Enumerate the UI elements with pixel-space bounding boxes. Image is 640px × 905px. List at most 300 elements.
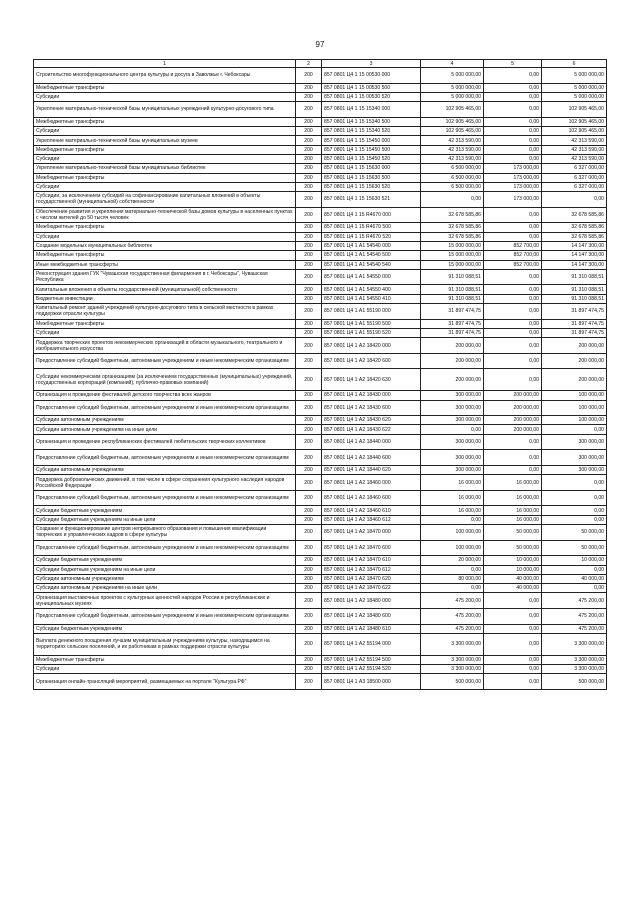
row-amount-approved: 475 200,00 bbox=[421, 624, 484, 633]
row-amount-approved: 102 905 465,00 bbox=[421, 102, 484, 118]
row-amount-total: 32 678 585,86 bbox=[542, 223, 607, 232]
row-grbs: 200 bbox=[296, 285, 322, 294]
row-amount-approved: 102 905 465,00 bbox=[421, 117, 484, 126]
table-row bbox=[34, 182, 607, 191]
row-amount-total: 50 000,00 bbox=[542, 525, 607, 541]
row-amount-approved: 80 000,00 bbox=[421, 574, 484, 583]
row-amount-approved: 0,00 bbox=[421, 192, 484, 208]
row-amount-total: 5 000 000,00 bbox=[542, 92, 607, 101]
row-description: Субсидии bbox=[34, 232, 296, 241]
row-description: Межбюджетные трансферты bbox=[34, 319, 296, 328]
row-description: Предоставление субсидий бюджетным, автономным учреждениям и иным некоммерческим организациям bbox=[34, 490, 296, 506]
row-amount-total: 0,00 bbox=[542, 192, 607, 208]
row-amount-approved: 500 000,00 bbox=[421, 674, 484, 690]
row-classification-code: 857 0801 Ц4 1 А2 18460 000 bbox=[322, 475, 421, 491]
row-amount-approved: 3 300 000,00 bbox=[421, 665, 484, 674]
table-row bbox=[34, 83, 607, 92]
row-description: Субсидии бюджетным учреждениям bbox=[34, 506, 296, 515]
row-description: Укрепление материально-технической базы муниципальных учреждений культурно-досугового типа bbox=[34, 102, 296, 118]
table-row bbox=[34, 515, 607, 524]
row-grbs: 200 bbox=[296, 655, 322, 664]
row-amount-total: 100 000,00 bbox=[542, 400, 607, 416]
table-row bbox=[34, 294, 607, 303]
row-classification-code: 857 0801 Ц4 1 А2 18440 620 bbox=[322, 465, 421, 474]
table-row bbox=[34, 260, 607, 269]
table-row bbox=[34, 319, 607, 328]
column-header-6: 6 bbox=[542, 60, 607, 68]
row-grbs: 200 bbox=[296, 269, 322, 285]
row-grbs: 200 bbox=[296, 232, 322, 241]
row-amount-change: 0,00 bbox=[484, 269, 542, 285]
row-classification-code: 857 0801 Ц4 1 А2 18460 600 bbox=[322, 490, 421, 506]
row-grbs: 200 bbox=[296, 633, 322, 655]
row-amount-change: 0,00 bbox=[484, 92, 542, 101]
row-amount-change: 0,00 bbox=[484, 633, 542, 655]
table-row bbox=[34, 232, 607, 241]
table-row bbox=[34, 136, 607, 145]
row-grbs: 200 bbox=[296, 338, 322, 354]
row-description: Укрепление материально-технической базы муниципальных библиотек bbox=[34, 164, 296, 173]
row-description: Организация выставочных проектов с культурных ценностей народов России в республиканских и муниципальных музеях bbox=[34, 593, 296, 609]
row-amount-total: 0,00 bbox=[542, 475, 607, 491]
row-description: Межбюджетные трансферты bbox=[34, 83, 296, 92]
row-description: Создание модельных муниципальных библиотек bbox=[34, 241, 296, 250]
column-header-5: 5 bbox=[484, 60, 542, 68]
row-classification-code: 857 0801 Ц4 1 15 R4670 500 bbox=[322, 223, 421, 232]
row-grbs: 200 bbox=[296, 506, 322, 515]
table-row bbox=[34, 145, 607, 154]
row-amount-change: 0,00 bbox=[484, 319, 542, 328]
row-amount-change: 200 000,00 bbox=[484, 416, 542, 425]
row-amount-change: 16 000,00 bbox=[484, 490, 542, 506]
row-amount-change: 173 000,00 bbox=[484, 173, 542, 182]
row-amount-change: 0,00 bbox=[484, 83, 542, 92]
row-amount-total: 42 313 590,00 bbox=[542, 154, 607, 163]
row-description: Субсидии бюджетным учреждениям на иные цели bbox=[34, 515, 296, 524]
row-amount-total: 5 000 000,00 bbox=[542, 83, 607, 92]
row-amount-change: 0,00 bbox=[484, 593, 542, 609]
row-amount-approved: 0,00 bbox=[421, 425, 484, 434]
table-row bbox=[34, 593, 607, 609]
table-row bbox=[34, 674, 607, 690]
row-grbs: 200 bbox=[296, 319, 322, 328]
table-header-row bbox=[34, 60, 607, 68]
row-amount-total: 91 310 088,51 bbox=[542, 294, 607, 303]
row-classification-code: 857 0801 Ц4 1 А2 18460 610 bbox=[322, 506, 421, 515]
row-classification-code: 857 0801 Ц4 1 А2 18430 622 bbox=[322, 425, 421, 434]
row-amount-total: 3 300 000,00 bbox=[542, 633, 607, 655]
row-amount-approved: 200 000,00 bbox=[421, 338, 484, 354]
row-classification-code: 857 0801 Ц4 1 А2 18480 000 bbox=[322, 593, 421, 609]
row-grbs: 200 bbox=[296, 173, 322, 182]
row-amount-total: 102 905 465,00 bbox=[542, 117, 607, 126]
row-description: Капитальные вложения в объекты государственной (муниципальной) собственности bbox=[34, 285, 296, 294]
row-description: Бюджетные инвестиции bbox=[34, 294, 296, 303]
row-amount-total: 6 327 000,00 bbox=[542, 173, 607, 182]
row-classification-code: 857 0801 Ц4 1 А1 55190 520 bbox=[322, 328, 421, 337]
row-grbs: 200 bbox=[296, 609, 322, 625]
row-amount-change: 852 700,00 bbox=[484, 260, 542, 269]
row-description: Капитальный ремонт зданий учреждений культурно-досугового типа в сельской местности в рамках поддержки отрасли культуры bbox=[34, 304, 296, 320]
row-classification-code: 857 0801 Ц4 1 15 15630 000 bbox=[322, 164, 421, 173]
table-row bbox=[34, 425, 607, 434]
row-amount-approved: 32 678 585,86 bbox=[421, 223, 484, 232]
row-description: Иные межбюджетные трансферты bbox=[34, 260, 296, 269]
row-amount-change: 50 000,00 bbox=[484, 540, 542, 556]
row-amount-total: 6 327 000,00 bbox=[542, 164, 607, 173]
row-amount-change: 0,00 bbox=[484, 450, 542, 466]
row-amount-approved: 6 500 000,00 bbox=[421, 182, 484, 191]
table-row bbox=[34, 584, 607, 593]
row-classification-code: 857 0801 Ц4 1 А2 18420 000 bbox=[322, 338, 421, 354]
row-amount-total: 200 000,00 bbox=[542, 353, 607, 369]
row-amount-approved: 6 500 000,00 bbox=[421, 164, 484, 173]
row-classification-code: 857 0801 Ц4 1 А1 55190 500 bbox=[322, 319, 421, 328]
table-row bbox=[34, 450, 607, 466]
table-row bbox=[34, 556, 607, 565]
row-classification-code: 857 0801 Ц4 1 А2 18420 630 bbox=[322, 369, 421, 391]
row-amount-change: 10 000,00 bbox=[484, 556, 542, 565]
row-grbs: 200 bbox=[296, 450, 322, 466]
row-amount-change: 173 000,00 bbox=[484, 192, 542, 208]
row-classification-code: 857 0801 Ц4 1 А2 18420 600 bbox=[322, 353, 421, 369]
row-amount-approved: 42 313 590,00 bbox=[421, 136, 484, 145]
row-classification-code: 857 0801 Ц4 1 А2 18430 620 bbox=[322, 416, 421, 425]
row-description: Субсидии bbox=[34, 328, 296, 337]
table-row bbox=[34, 609, 607, 625]
table-row bbox=[34, 624, 607, 633]
row-amount-change: 0,00 bbox=[484, 328, 542, 337]
row-amount-approved: 300 000,00 bbox=[421, 416, 484, 425]
row-grbs: 200 bbox=[296, 565, 322, 574]
table-row bbox=[34, 269, 607, 285]
row-amount-change: 0,00 bbox=[484, 102, 542, 118]
row-amount-total: 14 147 300,00 bbox=[542, 260, 607, 269]
row-classification-code: 857 0801 Ц4 1 15 R4670 000 bbox=[322, 207, 421, 223]
table-row bbox=[34, 192, 607, 208]
row-classification-code: 857 0801 Ц4 1 А2 18470 622 bbox=[322, 584, 421, 593]
row-classification-code: 857 0801 Ц4 1 А2 18470 600 bbox=[322, 540, 421, 556]
row-amount-total: 31 897 474,75 bbox=[542, 319, 607, 328]
row-description: Межбюджетные трансферты bbox=[34, 655, 296, 664]
row-amount-change: 0,00 bbox=[484, 145, 542, 154]
row-grbs: 200 bbox=[296, 540, 322, 556]
row-grbs: 200 bbox=[296, 665, 322, 674]
table-row bbox=[34, 465, 607, 474]
row-amount-total: 475 200,00 bbox=[542, 624, 607, 633]
row-classification-code: 857 0801 Ц4 1 15 15630 521 bbox=[322, 192, 421, 208]
table-row bbox=[34, 251, 607, 260]
row-description: Субсидии, за исключением субсидий на софинансирование капитальных вложений в объекты государственной (муниципальной) собственности bbox=[34, 192, 296, 208]
row-grbs: 200 bbox=[296, 182, 322, 191]
row-description: Субсидии bbox=[34, 154, 296, 163]
table-row bbox=[34, 207, 607, 223]
row-amount-change: 16 000,00 bbox=[484, 475, 542, 491]
row-amount-approved: 300 000,00 bbox=[421, 465, 484, 474]
row-classification-code: 857 0801 Ц4 1 15 00530 500 bbox=[322, 83, 421, 92]
row-grbs: 200 bbox=[296, 102, 322, 118]
row-amount-approved: 300 000,00 bbox=[421, 450, 484, 466]
row-description: Субсидии автономным учреждениям bbox=[34, 465, 296, 474]
row-amount-approved: 32 678 585,86 bbox=[421, 232, 484, 241]
row-amount-total: 200 000,00 bbox=[542, 369, 607, 391]
row-description: Поддержка добровольческих движений, в том числе в сфере сохранения культурного наследия народов Российской Федерации bbox=[34, 475, 296, 491]
column-header-3: 3 bbox=[322, 60, 421, 68]
row-amount-total: 102 905 465,00 bbox=[542, 102, 607, 118]
row-grbs: 200 bbox=[296, 136, 322, 145]
row-amount-approved: 42 313 590,00 bbox=[421, 154, 484, 163]
row-amount-total: 475 200,00 bbox=[542, 593, 607, 609]
row-amount-approved: 100 000,00 bbox=[421, 540, 484, 556]
table-row bbox=[34, 304, 607, 320]
row-amount-total: 100 000,00 bbox=[542, 391, 607, 400]
row-amount-total: 0,00 bbox=[542, 584, 607, 593]
row-grbs: 200 bbox=[296, 68, 322, 84]
row-amount-change: 16 000,00 bbox=[484, 506, 542, 515]
table-row bbox=[34, 241, 607, 250]
row-amount-approved: 42 313 590,00 bbox=[421, 145, 484, 154]
row-amount-approved: 31 897 474,75 bbox=[421, 304, 484, 320]
row-grbs: 200 bbox=[296, 475, 322, 491]
row-classification-code: 857 0801 Ц4 1 15 15450 520 bbox=[322, 154, 421, 163]
row-amount-change: 0,00 bbox=[484, 207, 542, 223]
row-amount-approved: 15 000 000,00 bbox=[421, 260, 484, 269]
row-description: Выплата денежного поощрения лучшим муниципальным учреждениям культуры, находящимся на территориях сельских поселений, и их работникам в рамках поддержки отрасли культуры bbox=[34, 633, 296, 655]
row-amount-approved: 3 300 000,00 bbox=[421, 655, 484, 664]
row-amount-total: 0,00 bbox=[542, 490, 607, 506]
row-amount-approved: 0,00 bbox=[421, 565, 484, 574]
row-classification-code: 857 0801 Ц4 1 15 15340 000 bbox=[322, 102, 421, 118]
row-description: Субсидии bbox=[34, 182, 296, 191]
row-classification-code: 857 0801 Ц4 1 А2 55194 000 bbox=[322, 633, 421, 655]
row-amount-change: 0,00 bbox=[484, 68, 542, 84]
row-amount-approved: 32 678 585,86 bbox=[421, 207, 484, 223]
row-classification-code: 857 0801 Ц4 1 А2 18470 610 bbox=[322, 556, 421, 565]
row-amount-change: 0,00 bbox=[484, 434, 542, 450]
row-grbs: 200 bbox=[296, 400, 322, 416]
table-row bbox=[34, 574, 607, 583]
row-description: Субсидии bbox=[34, 665, 296, 674]
row-description: Субсидии бюджетным учреждениям bbox=[34, 624, 296, 633]
row-grbs: 200 bbox=[296, 425, 322, 434]
row-amount-change: 173 000,00 bbox=[484, 164, 542, 173]
row-amount-total: 475 200,00 bbox=[542, 609, 607, 625]
row-amount-approved: 102 905 465,00 bbox=[421, 127, 484, 136]
row-description: Межбюджетные трансферты bbox=[34, 251, 296, 260]
row-description: Организация и проведение фестивалей детского творчества всех жанров bbox=[34, 391, 296, 400]
row-amount-total: 200 000,00 bbox=[542, 338, 607, 354]
row-description: Субсидии автономным учреждениям на иные цели bbox=[34, 584, 296, 593]
row-description: Предоставление субсидий бюджетным, автономным учреждениям и иным некоммерческим организациям bbox=[34, 353, 296, 369]
row-description: Реконструкция здания ГУК "Чувашская государственная филармония в г. Чебоксары", Чувашская Республика bbox=[34, 269, 296, 285]
row-grbs: 200 bbox=[296, 556, 322, 565]
row-amount-change: 0,00 bbox=[484, 294, 542, 303]
row-amount-total: 0,00 bbox=[542, 565, 607, 574]
table-row bbox=[34, 353, 607, 369]
row-grbs: 200 bbox=[296, 369, 322, 391]
row-amount-change: 0,00 bbox=[484, 369, 542, 391]
row-classification-code: 857 0801 Ц4 1 А1 54550 410 bbox=[322, 294, 421, 303]
row-grbs: 200 bbox=[296, 515, 322, 524]
row-amount-total: 5 000 000,00 bbox=[542, 68, 607, 84]
row-classification-code: 857 0801 Ц4 1 15 00530 000 bbox=[322, 68, 421, 84]
row-amount-total: 14 147 300,00 bbox=[542, 241, 607, 250]
row-amount-approved: 16 000,00 bbox=[421, 475, 484, 491]
row-description: Субсидии бюджетным учреждениям bbox=[34, 556, 296, 565]
row-description: Межбюджетные трансферты bbox=[34, 173, 296, 182]
row-amount-total: 300 000,00 bbox=[542, 465, 607, 474]
row-amount-approved: 16 000,00 bbox=[421, 490, 484, 506]
row-amount-change: 0,00 bbox=[484, 154, 542, 163]
row-description: Субсидии bbox=[34, 127, 296, 136]
table-row bbox=[34, 525, 607, 541]
table-row bbox=[34, 173, 607, 182]
row-classification-code: 857 0801 Ц4 1 А1 55190 000 bbox=[322, 304, 421, 320]
row-grbs: 200 bbox=[296, 241, 322, 250]
row-amount-change: 10 000,00 bbox=[484, 565, 542, 574]
row-description: Предоставление субсидий бюджетным, автономным учреждениям и иным некоммерческим организациям bbox=[34, 609, 296, 625]
table-row bbox=[34, 223, 607, 232]
row-amount-approved: 300 000,00 bbox=[421, 400, 484, 416]
row-description: Организация и проведение республиканских фестивалей любительских творческих коллективов bbox=[34, 434, 296, 450]
row-amount-approved: 5 000 000,00 bbox=[421, 68, 484, 84]
row-amount-change: 173 000,00 bbox=[484, 182, 542, 191]
row-grbs: 200 bbox=[296, 223, 322, 232]
row-amount-total: 50 000,00 bbox=[542, 540, 607, 556]
row-amount-total: 3 300 000,00 bbox=[542, 665, 607, 674]
row-amount-approved: 300 000,00 bbox=[421, 391, 484, 400]
row-amount-change: 0,00 bbox=[484, 232, 542, 241]
row-classification-code: 857 0801 Ц4 1 А1 54550 000 bbox=[322, 269, 421, 285]
row-grbs: 200 bbox=[296, 164, 322, 173]
row-amount-change: 200 000,00 bbox=[484, 400, 542, 416]
row-classification-code: 857 0801 Ц4 1 А2 55194 520 bbox=[322, 665, 421, 674]
row-amount-total: 91 310 088,51 bbox=[542, 285, 607, 294]
row-description: Предоставление субсидий бюджетным, автономным учреждениям и иным некоммерческим организациям bbox=[34, 450, 296, 466]
row-amount-total: 102 905 465,00 bbox=[542, 127, 607, 136]
row-amount-total: 40 000,00 bbox=[542, 574, 607, 583]
row-classification-code: 857 0801 Ц4 1 А2 18430 600 bbox=[322, 400, 421, 416]
row-amount-change: 0,00 bbox=[484, 223, 542, 232]
row-classification-code: 857 0801 Ц4 1 А1 54540 000 bbox=[322, 241, 421, 250]
row-grbs: 200 bbox=[296, 353, 322, 369]
row-classification-code: 857 0801 Ц4 1 А2 18470 612 bbox=[322, 565, 421, 574]
row-classification-code: 857 0801 Ц4 1 15 00530 520 bbox=[322, 92, 421, 101]
row-amount-change: 200 000,00 bbox=[484, 391, 542, 400]
row-amount-total: 0,00 bbox=[542, 506, 607, 515]
row-grbs: 200 bbox=[296, 154, 322, 163]
row-classification-code: 857 0801 Ц4 1 А2 18470 000 bbox=[322, 525, 421, 541]
row-classification-code: 857 0801 Ц4 1 15 15630 500 bbox=[322, 173, 421, 182]
table-row bbox=[34, 127, 607, 136]
row-amount-approved: 31 897 474,75 bbox=[421, 328, 484, 337]
row-classification-code: 857 0801 Ц4 1 А2 55194 500 bbox=[322, 655, 421, 664]
row-amount-approved: 31 897 474,75 bbox=[421, 319, 484, 328]
row-amount-change: 0,00 bbox=[484, 304, 542, 320]
row-amount-total: 0,00 bbox=[542, 515, 607, 524]
row-description: Межбюджетные трансферты bbox=[34, 145, 296, 154]
row-amount-change: 0,00 bbox=[484, 624, 542, 633]
row-classification-code: 857 0801 Ц4 1 15 15340 500 bbox=[322, 117, 421, 126]
row-grbs: 200 bbox=[296, 624, 322, 633]
row-description: Поддержка творческих проектов некоммерческих организаций в области музыкального, театрального и изобразительного искусства bbox=[34, 338, 296, 354]
row-grbs: 200 bbox=[296, 260, 322, 269]
row-grbs: 200 bbox=[296, 83, 322, 92]
row-amount-total: 300 000,00 bbox=[542, 434, 607, 450]
row-amount-total: 10 000,00 bbox=[542, 556, 607, 565]
row-grbs: 200 bbox=[296, 92, 322, 101]
row-description: Организация онлайн-трансляций мероприятий, размещаемых на портале "Культура.РФ" bbox=[34, 674, 296, 690]
table-row bbox=[34, 117, 607, 126]
row-amount-total: 0,00 bbox=[542, 425, 607, 434]
table-row bbox=[34, 369, 607, 391]
row-grbs: 200 bbox=[296, 117, 322, 126]
table-row bbox=[34, 540, 607, 556]
row-grbs: 200 bbox=[296, 465, 322, 474]
row-amount-approved: 5 000 000,00 bbox=[421, 83, 484, 92]
row-amount-change: 0,00 bbox=[484, 665, 542, 674]
row-amount-change: 16 000,00 bbox=[484, 515, 542, 524]
row-amount-change: 0,00 bbox=[484, 285, 542, 294]
row-amount-change: 0,00 bbox=[484, 655, 542, 664]
row-amount-approved: 15 000 000,00 bbox=[421, 241, 484, 250]
row-amount-total: 3 300 000,00 bbox=[542, 655, 607, 664]
row-classification-code: 857 0801 Ц4 1 А3 18500 000 bbox=[322, 674, 421, 690]
row-grbs: 200 bbox=[296, 192, 322, 208]
table-row bbox=[34, 655, 607, 664]
row-classification-code: 857 0801 Ц4 1 А2 18440 600 bbox=[322, 450, 421, 466]
row-amount-approved: 200 000,00 bbox=[421, 353, 484, 369]
row-grbs: 200 bbox=[296, 294, 322, 303]
row-description: Межбюджетные трансферты bbox=[34, 223, 296, 232]
row-amount-approved: 15 000 000,00 bbox=[421, 251, 484, 260]
row-grbs: 200 bbox=[296, 328, 322, 337]
row-description: Субсидии автономным учреждениям bbox=[34, 574, 296, 583]
row-amount-change: 0,00 bbox=[484, 465, 542, 474]
row-description: Субсидии автономным учреждениям bbox=[34, 416, 296, 425]
row-amount-total: 32 678 585,86 bbox=[542, 232, 607, 241]
page-number: 97 bbox=[315, 40, 325, 49]
row-classification-code: 857 0801 Ц4 1 15 15630 520 bbox=[322, 182, 421, 191]
table-row bbox=[34, 164, 607, 173]
row-grbs: 200 bbox=[296, 593, 322, 609]
row-amount-change: 40 000,00 bbox=[484, 584, 542, 593]
row-description: Предоставление субсидий бюджетным, автономным учреждениям и иным некоммерческим организациям bbox=[34, 540, 296, 556]
row-amount-total: 500 000,00 bbox=[542, 674, 607, 690]
row-classification-code: 857 0801 Ц4 1 А2 18460 612 bbox=[322, 515, 421, 524]
row-grbs: 200 bbox=[296, 525, 322, 541]
row-amount-approved: 300 000,00 bbox=[421, 434, 484, 450]
row-amount-approved: 5 000 000,00 bbox=[421, 92, 484, 101]
row-grbs: 200 bbox=[296, 207, 322, 223]
table-row bbox=[34, 475, 607, 491]
row-description: Субсидии бюджетным учреждениям на иные цели bbox=[34, 565, 296, 574]
column-header-1: 1 bbox=[34, 60, 296, 68]
row-amount-change: 0,00 bbox=[484, 353, 542, 369]
row-description: Субсидии автономным учреждениям на иные цели bbox=[34, 425, 296, 434]
row-classification-code: 857 0801 Ц4 1 15 15450 500 bbox=[322, 145, 421, 154]
row-amount-approved: 0,00 bbox=[421, 515, 484, 524]
table-row bbox=[34, 92, 607, 101]
row-grbs: 200 bbox=[296, 251, 322, 260]
table-row bbox=[34, 391, 607, 400]
row-grbs: 200 bbox=[296, 584, 322, 593]
row-amount-total: 42 313 590,00 bbox=[542, 136, 607, 145]
row-grbs: 200 bbox=[296, 674, 322, 690]
row-amount-approved: 91 310 088,51 bbox=[421, 294, 484, 303]
row-amount-approved: 0,00 bbox=[421, 584, 484, 593]
row-amount-change: 0,00 bbox=[484, 136, 542, 145]
